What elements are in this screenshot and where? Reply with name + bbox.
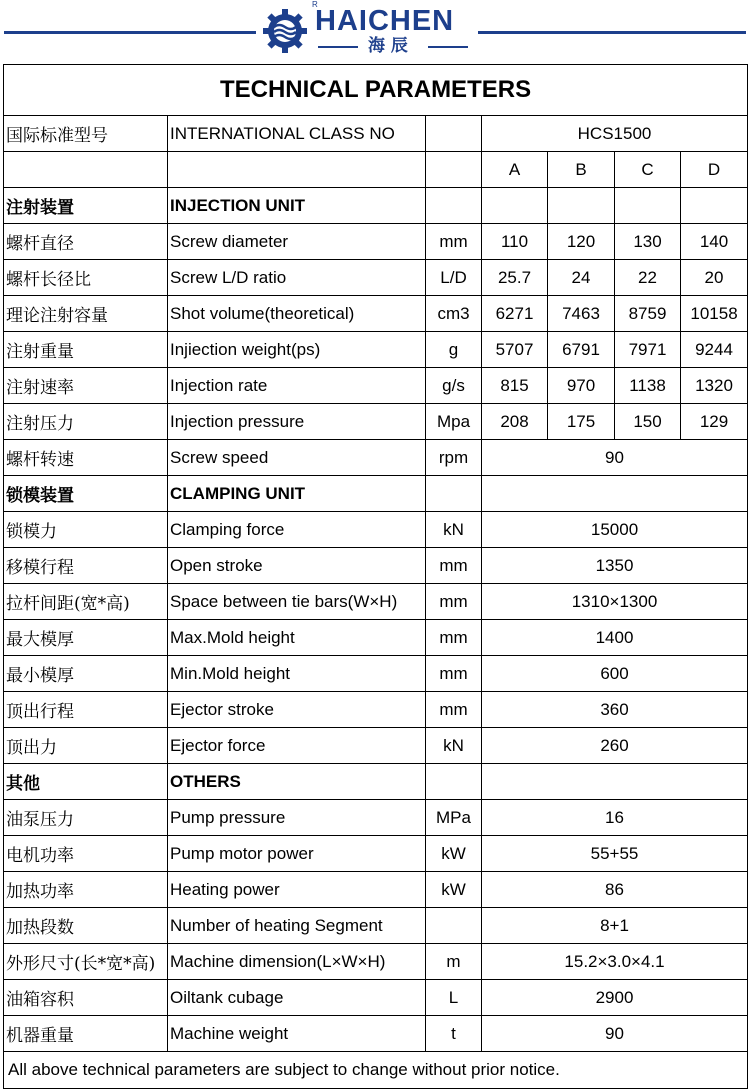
param-label-zh: 顶出行程 — [4, 692, 168, 728]
param-value: 90 — [482, 1016, 748, 1052]
param-unit: Mpa — [426, 404, 482, 440]
title-row — [4, 65, 748, 116]
param-unit: mm — [426, 548, 482, 584]
param-value: 815 — [482, 368, 548, 404]
param-label-zh: 油箱容积 — [4, 980, 168, 1016]
param-value: 7971 — [615, 332, 681, 368]
param-label-en: Screw L/D ratio — [168, 260, 426, 296]
param-unit: mm — [426, 692, 482, 728]
param-label-en: Min.Mold height — [168, 656, 426, 692]
param-row — [4, 728, 748, 764]
param-value: 600 — [482, 656, 748, 692]
section-label-zh: 注射装置 — [4, 188, 168, 224]
param-label-zh: 螺杆转速 — [4, 440, 168, 476]
param-row — [4, 872, 748, 908]
param-row — [4, 1016, 748, 1052]
param-value: 10158 — [681, 296, 748, 332]
param-value: 55+55 — [482, 836, 748, 872]
table-title: TECHNICAL PARAMETERS — [4, 65, 748, 116]
param-label-en: Max.Mold height — [168, 620, 426, 656]
class-label-zh: 国际标准型号 — [4, 116, 168, 152]
param-value: 1138 — [615, 368, 681, 404]
header-line-right — [478, 31, 746, 34]
variant-label: C — [615, 152, 681, 188]
param-value: 175 — [548, 404, 615, 440]
param-row — [4, 260, 748, 296]
param-unit: MPa — [426, 800, 482, 836]
param-label-en: Machine dimension(L×W×H) — [168, 944, 426, 980]
param-value: 1320 — [681, 368, 748, 404]
param-value: 6271 — [482, 296, 548, 332]
model-name: HCS1500 — [482, 116, 748, 152]
param-label-zh: 螺杆直径 — [4, 224, 168, 260]
empty-cell — [426, 152, 482, 188]
section-row-injection — [4, 188, 748, 224]
empty-cell — [426, 116, 482, 152]
param-value: 360 — [482, 692, 748, 728]
param-unit: mm — [426, 656, 482, 692]
param-label-en: Screw speed — [168, 440, 426, 476]
param-label-en: Screw diameter — [168, 224, 426, 260]
param-value: 1350 — [482, 548, 748, 584]
section-label-zh: 锁模装置 — [4, 476, 168, 512]
param-value: 208 — [482, 404, 548, 440]
empty-cell — [168, 152, 426, 188]
param-value: 22 — [615, 260, 681, 296]
param-value: 90 — [482, 440, 748, 476]
param-value: 129 — [681, 404, 748, 440]
param-label-zh: 注射压力 — [4, 404, 168, 440]
note-row — [4, 1052, 748, 1089]
param-unit: rpm — [426, 440, 482, 476]
param-label-en: Pump pressure — [168, 800, 426, 836]
param-unit: t — [426, 1016, 482, 1052]
param-row — [4, 620, 748, 656]
param-unit — [426, 908, 482, 944]
param-unit: m — [426, 944, 482, 980]
param-row — [4, 944, 748, 980]
param-value: 1400 — [482, 620, 748, 656]
class-label-en: INTERNATIONAL CLASS NO — [168, 116, 426, 152]
param-row — [4, 980, 748, 1016]
empty-cell — [482, 476, 748, 512]
param-unit: kN — [426, 512, 482, 548]
param-row — [4, 296, 748, 332]
param-label-en: Injection pressure — [168, 404, 426, 440]
param-row — [4, 548, 748, 584]
class-row — [4, 116, 748, 152]
param-value: 7463 — [548, 296, 615, 332]
param-label-zh: 油泵压力 — [4, 800, 168, 836]
param-row — [4, 404, 748, 440]
empty-cell — [615, 188, 681, 224]
param-value: 9244 — [681, 332, 748, 368]
param-label-en: Oiltank cubage — [168, 980, 426, 1016]
technical-parameters-table — [3, 64, 748, 1089]
gear-waves-logo-icon — [262, 8, 308, 54]
param-label-zh: 加热段数 — [4, 908, 168, 944]
param-row — [4, 908, 748, 944]
param-row — [4, 836, 748, 872]
param-label-en: Ejector stroke — [168, 692, 426, 728]
brand-chinese: 海 辰 — [368, 36, 408, 56]
param-label-zh: 加热功率 — [4, 872, 168, 908]
empty-cell — [681, 188, 748, 224]
section-label-zh: 其他 — [4, 764, 168, 800]
param-label-zh: 理论注射容量 — [4, 296, 168, 332]
param-label-zh: 螺杆长径比 — [4, 260, 168, 296]
param-label-zh: 顶出力 — [4, 728, 168, 764]
param-label-en: Machine weight — [168, 1016, 426, 1052]
param-row — [4, 224, 748, 260]
param-value: 16 — [482, 800, 748, 836]
disclaimer-note: All above technical parameters are subject to change without prior notice. — [4, 1052, 748, 1089]
param-value: 120 — [548, 224, 615, 260]
param-label-zh: 注射重量 — [4, 332, 168, 368]
param-value: 2900 — [482, 980, 748, 1016]
variant-label: D — [681, 152, 748, 188]
param-label-en: Clamping force — [168, 512, 426, 548]
param-value: 140 — [681, 224, 748, 260]
param-value: 8+1 — [482, 908, 748, 944]
header-line-left — [4, 31, 256, 34]
empty-cell — [426, 476, 482, 512]
param-label-zh: 锁模力 — [4, 512, 168, 548]
param-value: 1310×1300 — [482, 584, 748, 620]
param-label-en: Injiection weight(ps) — [168, 332, 426, 368]
param-unit: mm — [426, 584, 482, 620]
param-unit: g — [426, 332, 482, 368]
param-unit: kW — [426, 872, 482, 908]
param-unit: L/D — [426, 260, 482, 296]
param-value: 260 — [482, 728, 748, 764]
page-header — [0, 0, 750, 64]
param-row — [4, 656, 748, 692]
empty-cell — [548, 188, 615, 224]
section-row-others — [4, 764, 748, 800]
empty-cell — [426, 764, 482, 800]
param-value: 8759 — [615, 296, 681, 332]
param-unit: g/s — [426, 368, 482, 404]
param-unit: kN — [426, 728, 482, 764]
param-label-en: Ejector force — [168, 728, 426, 764]
param-value: 6791 — [548, 332, 615, 368]
param-label-zh: 外形尺寸(长*宽*高) — [4, 944, 168, 980]
param-label-zh: 电机功率 — [4, 836, 168, 872]
registered-mark: R — [312, 0, 318, 9]
param-label-en: Injection rate — [168, 368, 426, 404]
param-unit: kW — [426, 836, 482, 872]
param-label-zh: 最大模厚 — [4, 620, 168, 656]
empty-cell — [482, 188, 548, 224]
param-label-zh: 最小模厚 — [4, 656, 168, 692]
param-value: 86 — [482, 872, 748, 908]
param-row — [4, 368, 748, 404]
param-value: 5707 — [482, 332, 548, 368]
param-value: 20 — [681, 260, 748, 296]
empty-cell — [482, 764, 748, 800]
param-value: 15.2×3.0×4.1 — [482, 944, 748, 980]
param-value: 110 — [482, 224, 548, 260]
param-row — [4, 512, 748, 548]
param-unit: cm3 — [426, 296, 482, 332]
empty-cell — [426, 188, 482, 224]
param-label-en: Pump motor power — [168, 836, 426, 872]
empty-cell — [4, 152, 168, 188]
brand-subline-left — [318, 46, 358, 48]
param-row — [4, 800, 748, 836]
param-value: 130 — [615, 224, 681, 260]
param-label-zh: 注射速率 — [4, 368, 168, 404]
param-label-en: Space between tie bars(W×H) — [168, 584, 426, 620]
brand-name: HAICHEN — [315, 5, 455, 37]
param-row — [4, 440, 748, 476]
section-label-en: INJECTION UNIT — [168, 188, 426, 224]
param-label-en: Shot volume(theoretical) — [168, 296, 426, 332]
param-value: 970 — [548, 368, 615, 404]
section-label-en: OTHERS — [168, 764, 426, 800]
param-unit: L — [426, 980, 482, 1016]
param-unit: mm — [426, 620, 482, 656]
param-label-zh: 机器重量 — [4, 1016, 168, 1052]
variant-label: A — [482, 152, 548, 188]
param-row — [4, 584, 748, 620]
variant-label: B — [548, 152, 615, 188]
param-label-en: Heating power — [168, 872, 426, 908]
param-row — [4, 332, 748, 368]
variant-row — [4, 152, 748, 188]
param-label-en: Number of heating Segment — [168, 908, 426, 944]
param-value: 15000 — [482, 512, 748, 548]
param-label-en: Open stroke — [168, 548, 426, 584]
param-value: 150 — [615, 404, 681, 440]
param-label-zh: 移模行程 — [4, 548, 168, 584]
brand-subline-right — [428, 46, 468, 48]
section-row-clamping — [4, 476, 748, 512]
param-value: 25.7 — [482, 260, 548, 296]
param-value: 24 — [548, 260, 615, 296]
param-label-zh: 拉杆间距(宽*高) — [4, 584, 168, 620]
param-unit: mm — [426, 224, 482, 260]
section-label-en: CLAMPING UNIT — [168, 476, 426, 512]
param-row — [4, 692, 748, 728]
